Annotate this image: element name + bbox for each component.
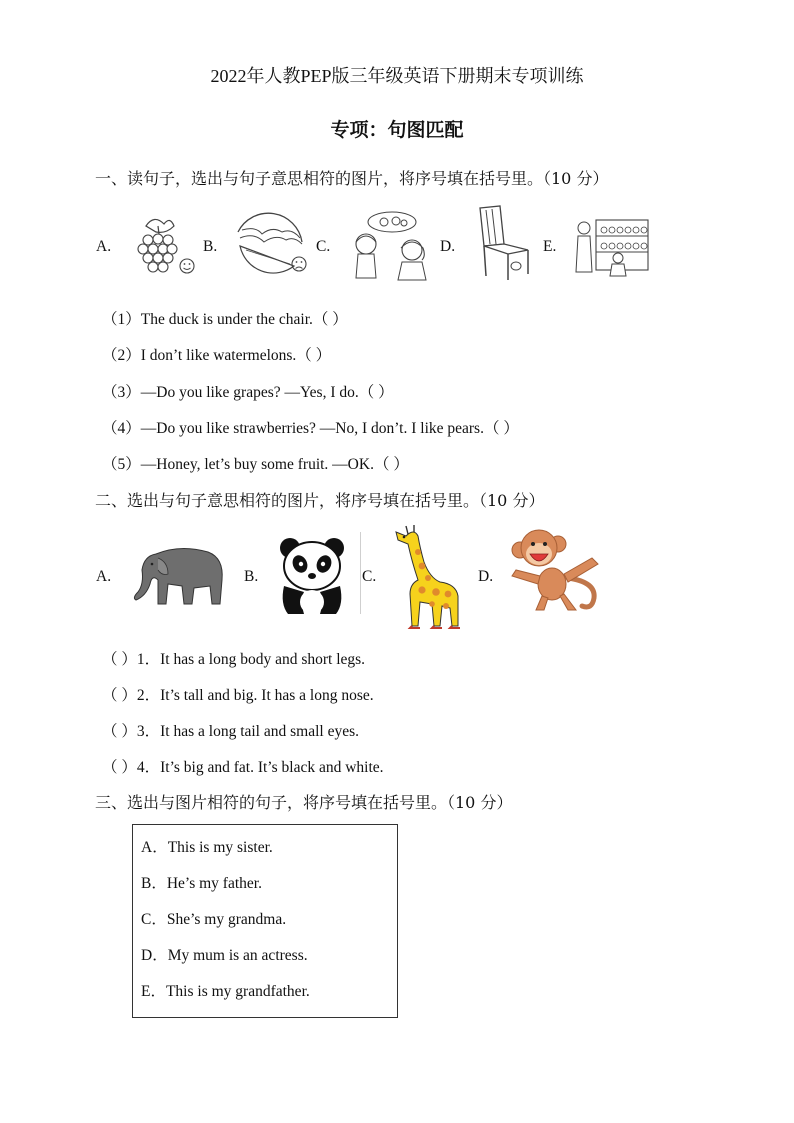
- s2-item-2: （ ）2．It’s tall and big. It has a long nose.: [102, 687, 374, 704]
- s2-item-3: （ ）3．It has a long tail and small eyes.: [102, 723, 359, 740]
- s3-option-e: E．This is my grandfather.: [141, 983, 310, 1000]
- s2-option-b-label: B.: [244, 568, 259, 585]
- panda-picture: [274, 534, 354, 616]
- options-box: [132, 824, 398, 1018]
- s1-option-e-label: E.: [543, 238, 557, 255]
- s3-option-c: C．She’s my grandma.: [141, 911, 287, 928]
- elephant-picture: [128, 540, 228, 610]
- s2-item-1: （ ）1．It has a long body and short legs.: [102, 651, 366, 668]
- s1-option-a-label: A.: [96, 238, 112, 255]
- s1-item-1: （1）The duck is under the chair.（ ）: [102, 311, 348, 328]
- grapes-smile-picture: [126, 212, 198, 276]
- s2-option-d-label: D.: [478, 568, 494, 585]
- page-subtitle: 专项：句图匹配: [330, 119, 464, 141]
- fruit-shop-picture: [572, 212, 652, 278]
- s1-item-4: （4）—Do you like strawberries? —No, I don’t. I like pears.（ ）: [102, 420, 519, 437]
- s1-item-3: （3）—Do you like grapes? —Yes, I do.（ ）: [102, 384, 394, 401]
- s1-item-2: （2）I don’t like watermelons.（ ）: [102, 347, 332, 364]
- s2-option-a-label: A.: [96, 568, 112, 585]
- giraffe-picture: [392, 522, 468, 630]
- section2-heading: 二、选出与句子意思相符的图片，将序号填在括号里。（10 分）: [95, 491, 545, 510]
- s1-option-b-label: B.: [203, 238, 218, 255]
- s2-option-c-label: C.: [362, 568, 377, 585]
- page-title: 2022年人教PEP版三年级英语下册期末专项训练: [210, 66, 584, 86]
- s1-option-d-label: D.: [440, 238, 456, 255]
- divider: [360, 532, 361, 614]
- s3-option-a: A．This is my sister.: [141, 839, 273, 856]
- chair-picture: [470, 204, 536, 282]
- watermelon-frown-picture: [232, 212, 312, 276]
- s3-option-d: D．My mum is an actress.: [141, 947, 308, 964]
- s1-option-c-label: C.: [316, 238, 331, 255]
- s2-item-4: （ ）4．It’s big and fat. It’s black and white.: [102, 759, 384, 776]
- s3-option-b: B．He’s my father.: [141, 875, 262, 892]
- monkey-picture: [508, 518, 604, 614]
- kids-fruit-picture: [346, 208, 436, 282]
- section3-heading: 三、选出与图片相符的句子，将序号填在括号里。（10 分）: [95, 793, 513, 812]
- section1-heading: 一、读句子，选出与句子意思相符的图片，将序号填在括号里。（10 分）: [95, 169, 609, 188]
- s1-item-5: （5）—Honey, let’s buy some fruit. —OK.（ ）: [102, 456, 409, 473]
